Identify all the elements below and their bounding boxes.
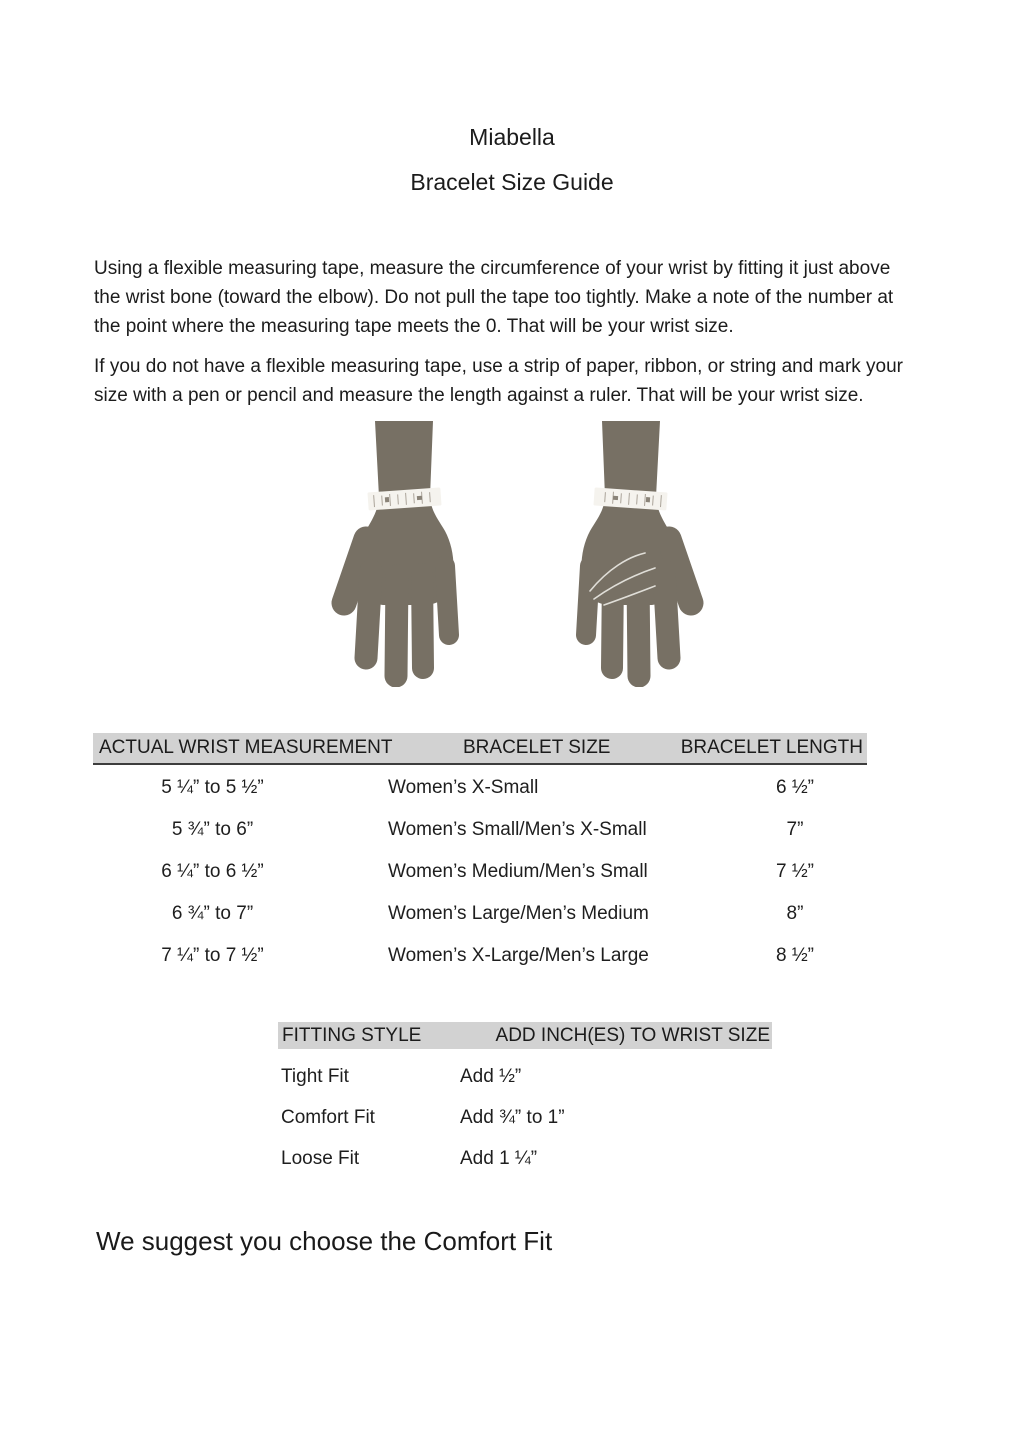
wrist-measurement-cell: 5 ¾” to 6” xyxy=(171,819,254,840)
table-row xyxy=(93,935,867,977)
table-row xyxy=(278,1097,772,1138)
bracelet-length-cell: 7 ½” xyxy=(775,861,815,882)
bracelet-length-cell: 8” xyxy=(786,903,804,924)
doc-subtitle: Bracelet Size Guide xyxy=(410,169,614,195)
table-row xyxy=(278,1138,772,1179)
fit-add-cell: Add 1 ¼” xyxy=(460,1147,538,1169)
bracelet-length-cell: 8 ½” xyxy=(775,945,815,966)
fit-style-cell: Comfort Fit xyxy=(281,1106,375,1128)
bracelet-size-cell: Women’s Large/Men’s Medium xyxy=(388,903,649,924)
hands-with-measuring-tape-image xyxy=(325,421,705,687)
left-hand-back xyxy=(344,421,454,676)
header-actual-wrist-measurement: ACTUAL WRIST MEASUREMENT xyxy=(99,737,393,758)
doc-title: Miabella xyxy=(469,124,555,150)
fit-add-cell: Add ¾” to 1” xyxy=(460,1106,565,1128)
header-add-inches: ADD INCH(ES) TO WRIST SIZE xyxy=(495,1024,770,1046)
bracelet-size-cell: Women’s Medium/Men’s Small xyxy=(388,861,648,882)
bracelet-length-cell: 7” xyxy=(786,819,804,840)
fit-style-cell: Tight Fit xyxy=(281,1065,349,1087)
table-row xyxy=(278,1056,772,1097)
wrist-measurement-cell: 7 ¼” to 7 ½” xyxy=(161,945,264,966)
header-bracelet-length: BRACELET LENGTH xyxy=(680,737,863,758)
fitting-table-body xyxy=(278,1056,772,1179)
table-row xyxy=(93,851,867,893)
header-fitting-style: FITTING STYLE xyxy=(282,1024,422,1046)
table-row xyxy=(93,893,867,935)
header-bracelet-size: BRACELET SIZE xyxy=(463,737,611,758)
wrist-measurement-cell: 6 ¾” to 7” xyxy=(171,903,254,924)
fit-add-cell: Add ½” xyxy=(460,1065,522,1087)
fit-style-cell: Loose Fit xyxy=(281,1147,360,1169)
hands-illustration xyxy=(325,421,705,687)
bracelet-size-cell: Women’s X-Small xyxy=(388,777,539,798)
fitting-style-table xyxy=(278,1022,772,1179)
bracelet-length-cell: 6 ½” xyxy=(775,777,815,798)
bracelet-size-table xyxy=(93,733,867,977)
paragraph-measuring-tape: Using a flexible measuring tape, measure the circumference of your wrist by fitting it just above the wrist bone (toward the elbow). Do not pull the tape too tightly. Make a note of the number at the point where the measuring tape meets the 0. That will be your wrist size. xyxy=(94,258,894,337)
size-table-header-row xyxy=(93,733,867,765)
size-table-body xyxy=(93,767,867,977)
wrist-measurement-cell: 6 ¼” to 6 ½” xyxy=(161,861,264,882)
bracelet-size-cell: Women’s X-Large/Men’s Large xyxy=(388,945,649,966)
bracelet-size-cell: Women’s Small/Men’s X-Small xyxy=(388,819,647,840)
fitting-table-header-row xyxy=(278,1022,772,1049)
right-hand-palm xyxy=(581,421,691,676)
comfort-fit-suggestion: We suggest you choose the Comfort Fit xyxy=(96,1226,553,1256)
paragraph-no-tape-alternative: If you do not have a flexible measuring tape, use a strip of paper, ribbon, or string and mark your size with a pen or pencil and measure the length against a ruler. That will be your wrist size. xyxy=(94,356,904,406)
table-row xyxy=(93,809,867,851)
wrist-measurement-cell: 5 ¼” to 5 ½” xyxy=(161,777,264,798)
table-row xyxy=(93,767,867,809)
